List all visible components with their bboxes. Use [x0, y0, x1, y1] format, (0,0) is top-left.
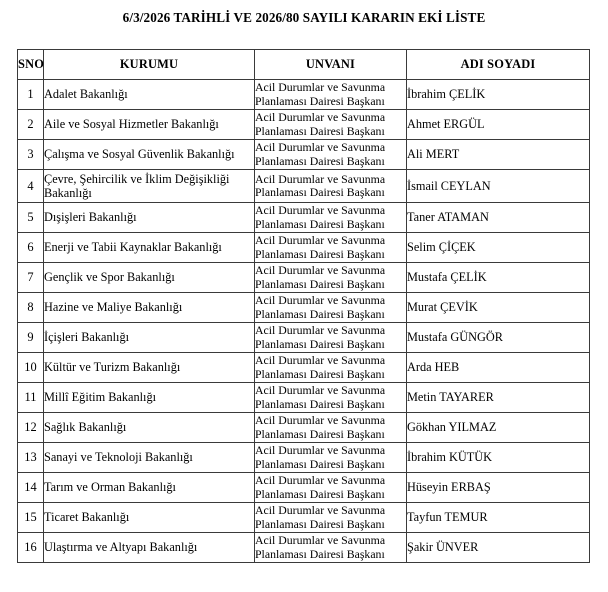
table-row: [18, 80, 590, 110]
cell-unvani: [255, 293, 407, 323]
cell-unvani: [255, 503, 407, 533]
cell-unvani: [255, 203, 407, 233]
table-row: [18, 323, 590, 353]
cell-adi-soyadi: Mustafa ÇELİK: [407, 263, 590, 293]
table-row: [18, 383, 590, 413]
table-row: [18, 293, 590, 323]
cell-sno: 8: [18, 293, 44, 323]
table-row: [18, 353, 590, 383]
table-row: [18, 503, 590, 533]
cell-adi-soyadi: Mustafa GÜNGÖR: [407, 323, 590, 353]
cell-kurumu: Tarım ve Orman Bakanlığı: [44, 473, 255, 503]
cell-kurumu: Adalet Bakanlığı: [44, 80, 255, 110]
table-row: [18, 413, 590, 443]
cell-adi-soyadi: Hüseyin ERBAŞ: [407, 473, 590, 503]
cell-unvani-line2: Planlaması Dairesi Başkanı: [255, 396, 385, 411]
cell-sno: 14: [18, 473, 44, 503]
cell-unvani-line1: Acil Durumlar ve Savunma: [255, 80, 386, 95]
cell-unvani-line2: Planlaması Dairesi Başkanı: [255, 246, 385, 261]
cell-unvani-line1: Acil Durumlar ve Savunma: [255, 233, 386, 248]
table-row: [18, 170, 590, 203]
cell-unvani: [255, 473, 407, 503]
cell-kurumu-line1: Çevre, Şehircilik ve İklim Değişikliği: [44, 171, 230, 186]
cell-unvani: [255, 140, 407, 170]
cell-sno: 10: [18, 353, 44, 383]
cell-unvani: [255, 383, 407, 413]
cell-kurumu: Millî Eğitim Bakanlığı: [44, 383, 255, 413]
table-header: [18, 50, 590, 80]
cell-kurumu: İçişleri Bakanlığı: [44, 323, 255, 353]
cell-kurumu: Enerji ve Tabii Kaynaklar Bakanlığı: [44, 233, 255, 263]
cell-kurumu: Gençlik ve Spor Bakanlığı: [44, 263, 255, 293]
cell-sno: 5: [18, 203, 44, 233]
cell-sno: 13: [18, 443, 44, 473]
cell-unvani-line2: Planlaması Dairesi Başkanı: [255, 185, 385, 199]
column-header-adi-soyadi: ADI SOYADI: [407, 50, 590, 80]
cell-kurumu: Aile ve Sosyal Hizmetler Bakanlığı: [44, 110, 255, 140]
cell-sno: 4: [18, 170, 44, 203]
table-row: [18, 233, 590, 263]
table-row: [18, 443, 590, 473]
cell-unvani-line1: Acil Durumlar ve Savunma: [255, 263, 386, 278]
cell-unvani-line2: Planlaması Dairesi Başkanı: [255, 306, 385, 321]
cell-unvani-line2: Planlaması Dairesi Başkanı: [255, 123, 385, 138]
cell-sno: 3: [18, 140, 44, 170]
cell-unvani-line2: Planlaması Dairesi Başkanı: [255, 153, 385, 168]
cell-unvani-line1: Acil Durumlar ve Savunma: [255, 533, 386, 548]
cell-unvani: [255, 533, 407, 563]
cell-kurumu: Sanayi ve Teknoloji Bakanlığı: [44, 443, 255, 473]
cell-adi-soyadi: Murat ÇEVİK: [407, 293, 590, 323]
cell-unvani-line2: Planlaması Dairesi Başkanı: [255, 516, 385, 531]
cell-unvani-line2: Planlaması Dairesi Başkanı: [255, 456, 385, 471]
cell-unvani: [255, 170, 407, 203]
cell-sno: 12: [18, 413, 44, 443]
cell-unvani: [255, 263, 407, 293]
appendix-list-table-wrapper: [17, 49, 589, 563]
cell-unvani: [255, 80, 407, 110]
cell-unvani-line1: Acil Durumlar ve Savunma: [255, 443, 386, 458]
cell-adi-soyadi: Selim ÇİÇEK: [407, 233, 590, 263]
cell-unvani-line2: Planlaması Dairesi Başkanı: [255, 216, 385, 231]
table-row: [18, 203, 590, 233]
cell-unvani-line1: Acil Durumlar ve Savunma: [255, 110, 386, 125]
cell-unvani-line2: Planlaması Dairesi Başkanı: [255, 336, 385, 351]
table-row: [18, 533, 590, 563]
cell-adi-soyadi: Arda HEB: [407, 353, 590, 383]
table-body: [18, 80, 590, 563]
cell-unvani-line2: Planlaması Dairesi Başkanı: [255, 486, 385, 501]
cell-sno: 11: [18, 383, 44, 413]
cell-unvani: [255, 110, 407, 140]
cell-adi-soyadi: Tayfun TEMUR: [407, 503, 590, 533]
cell-kurumu: Kültür ve Turizm Bakanlığı: [44, 353, 255, 383]
cell-unvani-line1: Acil Durumlar ve Savunma: [255, 383, 386, 398]
cell-sno: 1: [18, 80, 44, 110]
page-title: 6/3/2026 TARİHLİ VE 2026/80 SAYILI KARARIN EKİ LİSTE: [122, 10, 486, 25]
table-row: [18, 110, 590, 140]
column-header-kurumu: KURUMU: [44, 50, 255, 80]
cell-unvani: [255, 443, 407, 473]
cell-unvani-line1: Acil Durumlar ve Savunma: [255, 353, 386, 368]
cell-sno: 9: [18, 323, 44, 353]
cell-sno: 6: [18, 233, 44, 263]
cell-sno: 7: [18, 263, 44, 293]
cell-unvani-line2: Planlaması Dairesi Başkanı: [255, 546, 385, 561]
cell-adi-soyadi: Metin TAYARER: [407, 383, 590, 413]
cell-adi-soyadi: Taner ATAMAN: [407, 203, 590, 233]
cell-sno: 16: [18, 533, 44, 563]
cell-unvani-line2: Planlaması Dairesi Başkanı: [255, 426, 385, 441]
cell-adi-soyadi: İsmail CEYLAN: [407, 170, 590, 203]
cell-sno: 2: [18, 110, 44, 140]
column-header-sno: SNO: [18, 50, 44, 80]
cell-adi-soyadi: Ahmet ERGÜL: [407, 110, 590, 140]
cell-unvani-line2: Planlaması Dairesi Başkanı: [255, 93, 385, 108]
table-row: [18, 263, 590, 293]
cell-sno: 15: [18, 503, 44, 533]
table-row: [18, 140, 590, 170]
cell-adi-soyadi: İbrahim KÜTÜK: [407, 443, 590, 473]
cell-kurumu: Çalışma ve Sosyal Güvenlik Bakanlığı: [44, 140, 255, 170]
cell-unvani-line1: Acil Durumlar ve Savunma: [255, 323, 386, 338]
cell-adi-soyadi: Ali MERT: [407, 140, 590, 170]
table-header-row: [18, 50, 590, 80]
cell-kurumu: Sağlık Bakanlığı: [44, 413, 255, 443]
cell-unvani-line1: Acil Durumlar ve Savunma: [255, 473, 386, 488]
cell-unvani-line2: Planlaması Dairesi Başkanı: [255, 366, 385, 381]
cell-adi-soyadi: Gökhan YILMAZ: [407, 413, 590, 443]
cell-kurumu: Dışişleri Bakanlığı: [44, 203, 255, 233]
cell-unvani: [255, 413, 407, 443]
cell-unvani-line1: Acil Durumlar ve Savunma: [255, 203, 386, 218]
cell-kurumu-line2: Bakanlığı: [44, 186, 92, 200]
cell-unvani: [255, 233, 407, 263]
cell-kurumu: Hazine ve Maliye Bakanlığı: [44, 293, 255, 323]
table-row: [18, 473, 590, 503]
cell-unvani: [255, 323, 407, 353]
cell-adi-soyadi: Şakir ÜNVER: [407, 533, 590, 563]
cell-unvani-line1: Acil Durumlar ve Savunma: [255, 503, 386, 518]
cell-unvani: [255, 353, 407, 383]
cell-kurumu: Ticaret Bakanlığı: [44, 503, 255, 533]
cell-unvani-line1: Acil Durumlar ve Savunma: [255, 140, 386, 155]
cell-unvani-line2: Planlaması Dairesi Başkanı: [255, 276, 385, 291]
cell-unvani-line1: Acil Durumlar ve Savunma: [255, 413, 386, 428]
column-header-unvani: UNVANI: [255, 50, 407, 80]
cell-adi-soyadi: İbrahim ÇELİK: [407, 80, 590, 110]
cell-kurumu: Ulaştırma ve Altyapı Bakanlığı: [44, 533, 255, 563]
cell-unvani-line1: Acil Durumlar ve Savunma: [255, 171, 386, 186]
cell-unvani-line1: Acil Durumlar ve Savunma: [255, 293, 386, 308]
appendix-list-table: [17, 49, 590, 563]
cell-kurumu: [44, 170, 255, 203]
